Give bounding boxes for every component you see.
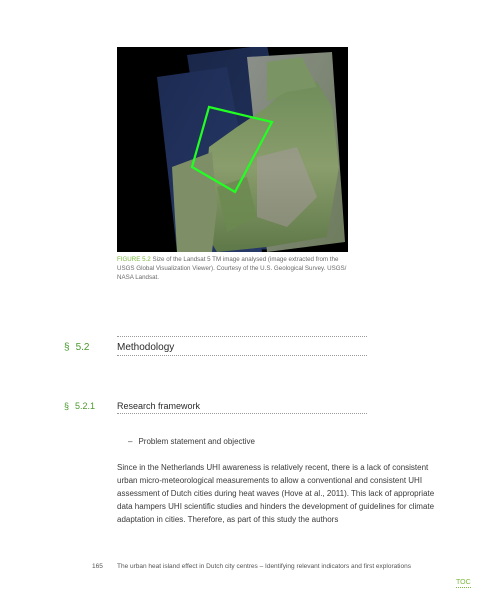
landsat-satellite-image xyxy=(117,47,348,252)
page-number: 165 xyxy=(92,563,103,570)
subheading-dash: – xyxy=(128,437,133,446)
section-symbol: § xyxy=(64,342,70,353)
subsection-symbol: § xyxy=(64,401,70,411)
figure-label: FIGURE 5.2 xyxy=(117,256,151,263)
toc-link[interactable]: TOC xyxy=(456,579,471,586)
satellite-mosaic xyxy=(117,47,348,252)
subheading xyxy=(128,437,255,446)
divider xyxy=(117,413,367,414)
section-number xyxy=(64,342,89,353)
section-number-value: 5.2 xyxy=(75,342,90,353)
divider xyxy=(117,355,367,356)
section-title: Methodology xyxy=(117,342,175,353)
subsection-title: Research framework xyxy=(117,401,201,411)
divider xyxy=(117,336,367,337)
subsection-number-value: 5.2.1 xyxy=(75,401,96,411)
figure-caption xyxy=(117,255,353,282)
subheading-text: Problem statement and objective xyxy=(138,437,255,446)
subsection-number xyxy=(64,401,95,411)
running-title: The urban heat island effect in Dutch city centres – Identifying relevant indicators and first explorations xyxy=(117,563,411,570)
body-paragraph: Since in the Netherlands UHI awareness is relatively recent, there is a lack of consistent urban micro-meteorological measurements to allow a conventional and consistent UHI assessment of Dutch cities during heat waves (Hove at al., 2011). This lack of appropriate data hampers UHI scientific studies and hinders the development of guidelines for climate adaptation in cities. Therefore, as part of this study the authors xyxy=(117,463,435,524)
figure-caption-text: Size of the Landsat 5 TM image analysed (image extracted from the USGS Global Visualization Viewer). Courtesy of the U.S. Geological Survey. USGS/ NASA Landsat. xyxy=(117,256,347,281)
